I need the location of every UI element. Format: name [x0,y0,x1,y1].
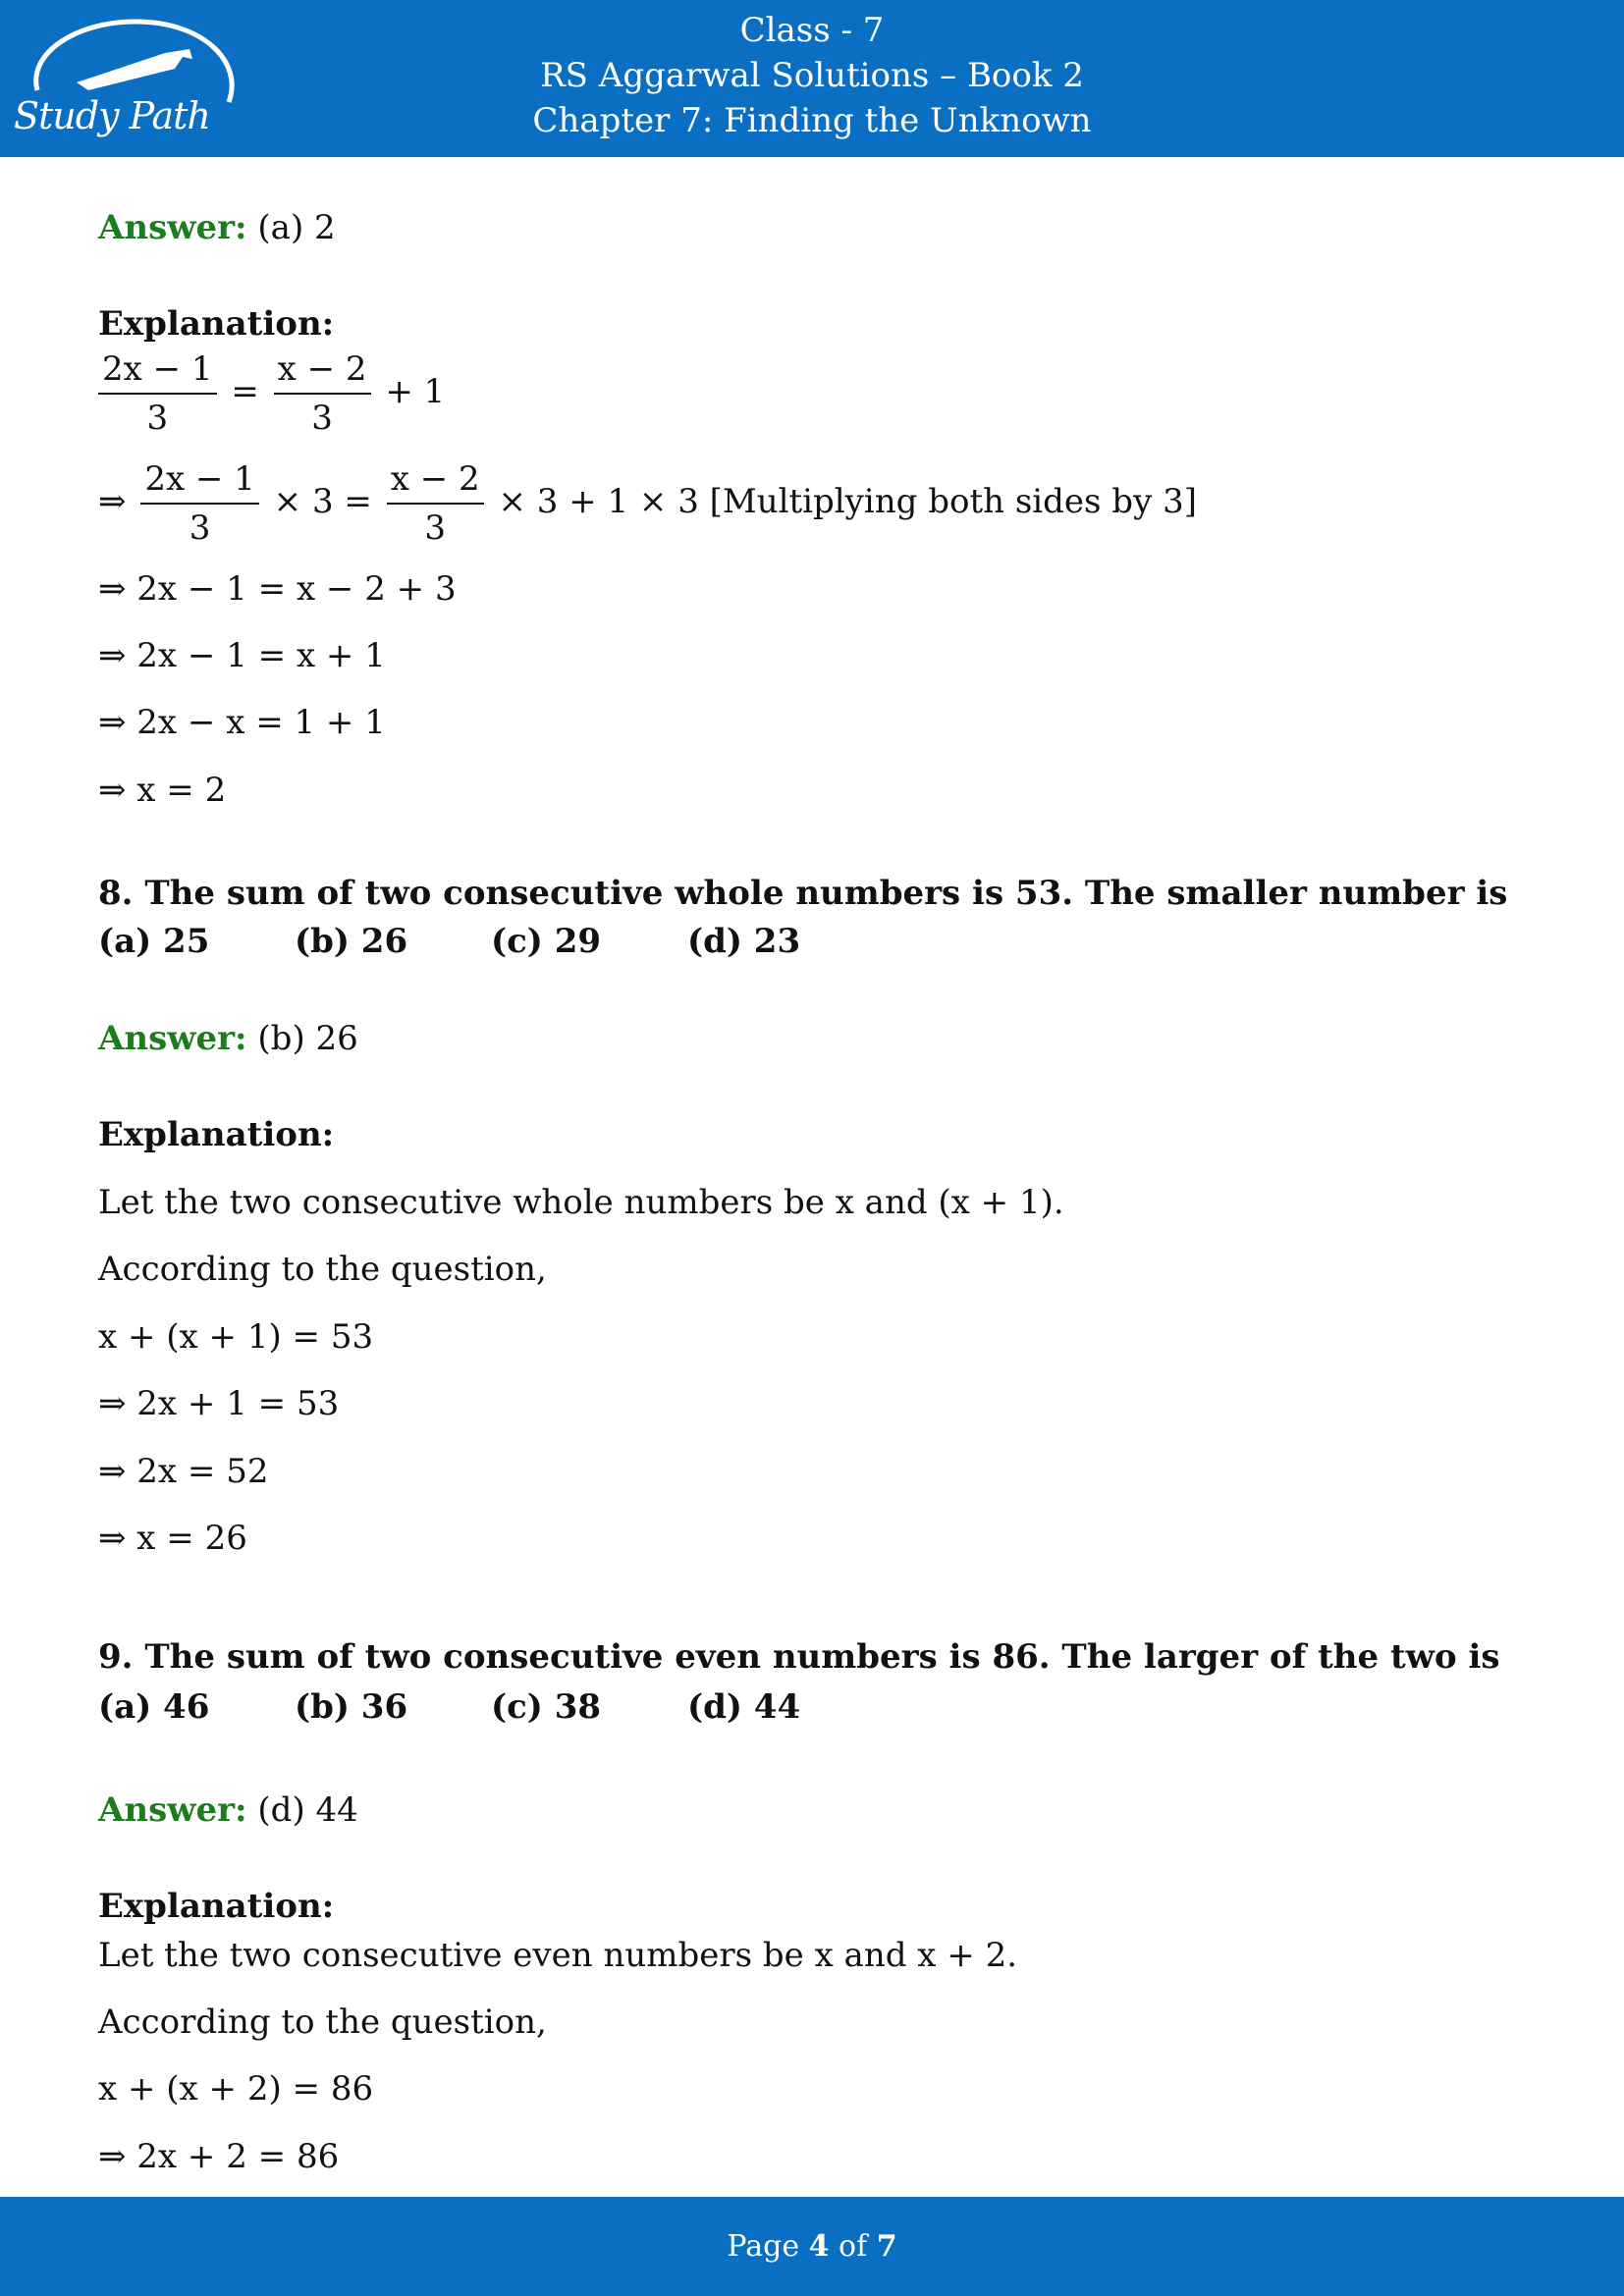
q9-line: x + (x + 2) = 86 [98,2069,374,2109]
answer-label: Answer: [98,1019,247,1058]
q9-line: According to the question, [98,2002,547,2042]
option: (d) 44 [687,1687,801,1727]
q7-answer [98,206,336,249]
header-class: Class - 7 [739,11,885,50]
page-current: 4 [808,2229,830,2264]
answer-value: (d) 44 [246,1790,358,1830]
header-chapter: Chapter 7: Finding the Unknown [532,101,1092,140]
option: (b) 26 [295,922,408,961]
q9-options [98,1685,884,1729]
q9-line: ⇒ 2x + 2 = 86 [98,2137,340,2176]
fraction: $\frac{2x - 1}{3}$ [140,455,259,552]
q7-step-2: ⇒ 2x − 1 = x − 2 + 3 [98,569,457,609]
option: (a) 25 [98,922,210,961]
q7-step-5: ⇒ x = 2 [98,771,227,810]
answer-value: (a) 2 [246,208,336,247]
q7-step-4: ⇒ 2x − x = 1 + 1 [98,703,386,742]
fraction: $\frac{2x - 1}{3}$ [98,346,217,442]
option: (b) 36 [295,1687,408,1727]
q8-line: ⇒ 2x + 1 = 53 [98,1384,340,1423]
option: (a) 46 [98,1687,210,1727]
logo-text: Study Path [14,94,210,137]
header-book: RS Aggarwal Solutions – Book 2 [540,56,1084,95]
answer-label: Answer: [98,1790,247,1830]
q8-options [98,920,884,963]
page-total: 7 [876,2229,897,2264]
answer-label: Answer: [98,208,247,247]
q9-line: Let the two consecutive even numbers be x and x + 2. [98,1936,1018,1975]
q9-explanation-label: Explanation: [98,1887,335,1926]
q7-step-0: $\frac{2x - 1}{3}$ = $\frac{x - 2}{3}$ + 1 [98,346,445,442]
option: (d) 23 [687,922,801,961]
page-of: of [829,2229,877,2264]
fraction: $\frac{x - 2}{3}$ [387,455,484,552]
page-prefix: Page [727,2229,809,2264]
page-footer [0,2197,1624,2296]
fraction: $\frac{x - 2}{3}$ [274,346,371,442]
option: (c) 38 [491,1687,602,1727]
q8-line: ⇒ 2x = 52 [98,1452,269,1491]
option: (c) 29 [491,922,602,961]
q8-question: 8. The sum of two consecutive whole numbers is 53. The smaller number is [98,874,1508,913]
q7-explanation-label: Explanation: [98,304,335,344]
q9-answer [98,1789,358,1832]
q9-question: 9. The sum of two consecutive even numbers is 86. The larger of the two is [98,1637,1500,1677]
q8-line: x + (x + 1) = 53 [98,1317,374,1357]
page-header [0,0,1624,157]
q8-line: According to the question, [98,1250,547,1289]
q7-step-3: ⇒ 2x − 1 = x + 1 [98,636,386,675]
q7-step-1: ⇒ $\frac{2x - 1}{3}$ × 3 = $\frac{x - 2}{3}$ × 3 + 1 × 3 [Multiplying both sides by 3] [98,455,1197,552]
answer-value: (b) 26 [246,1019,358,1058]
q8-line: ⇒ x = 26 [98,1519,247,1558]
q8-explanation-label: Explanation: [98,1115,335,1154]
q8-line: Let the two consecutive whole numbers be x and (x + 1). [98,1183,1064,1222]
q8-answer [98,1017,358,1060]
